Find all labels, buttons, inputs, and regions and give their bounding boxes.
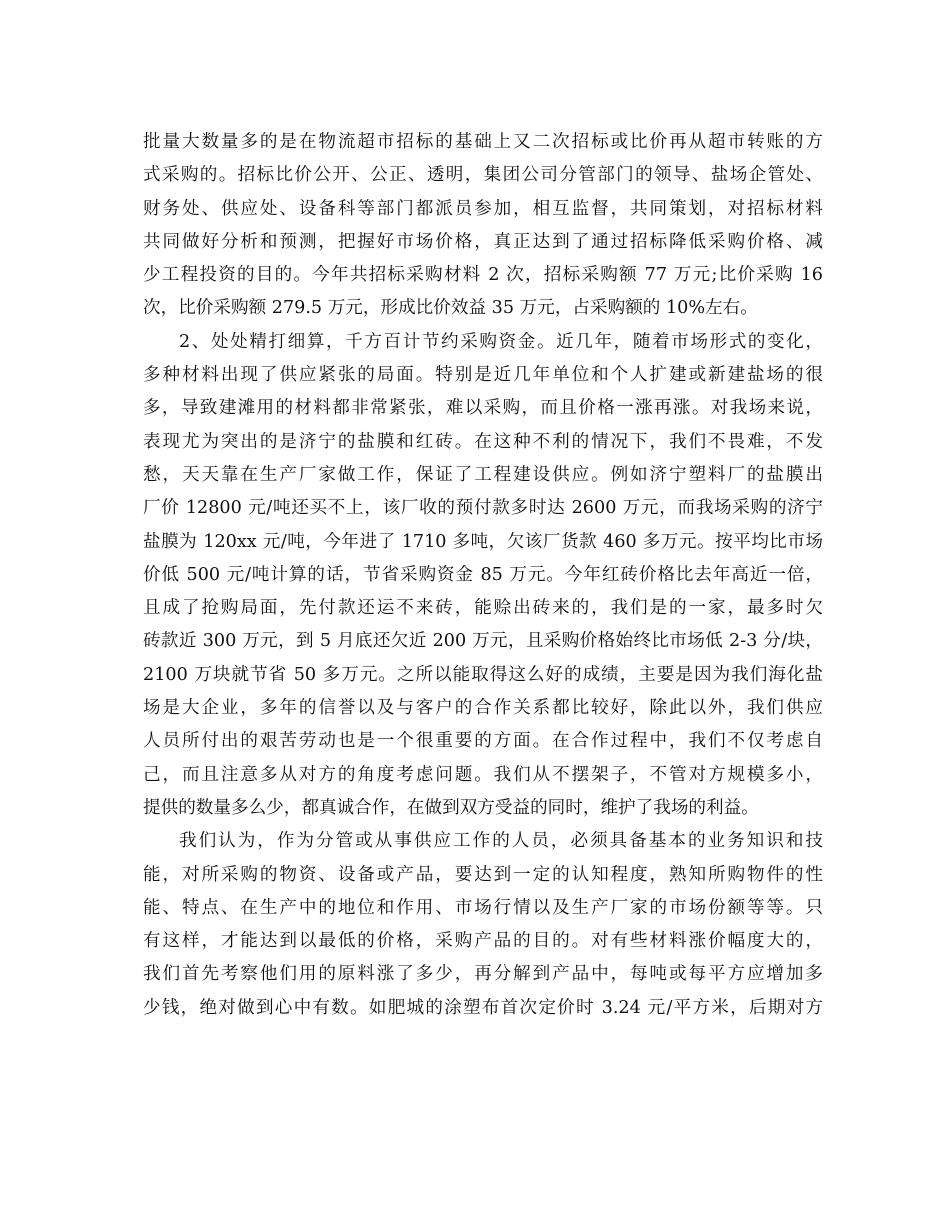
text-line: 有这样，才能达到以最低的价格，采购产品的目的。对有些材料涨价幅度大的，: [143, 931, 823, 952]
text-line: 愁，天天靠在生产厂家做工作，保证了工程建设供应。例如济宁塑料厂的盐膜出: [143, 464, 823, 485]
text-line: 表现尤为突出的是济宁的盐膜和红砖。在这种不利的情况下，我们不畏难，不发: [143, 431, 823, 452]
text-line: 己，而且注意多从对方的角度考虑问题。我们从不摆架子，不管对方规模多小，: [143, 764, 823, 785]
text-line: 多种材料出现了供应紧张的局面。特别是近几年单位和个人扩建或新建盐场的很: [143, 365, 823, 386]
text-line: 多，导致建滩用的材料都非常紧张，难以采购，而且价格一涨再涨。对我场来说，: [143, 398, 823, 419]
text-line: 次，比价采购额 279.5 万元，形成比价效益 35 万元，占采购额的 10%左右。: [143, 298, 758, 319]
paragraph-2: [143, 326, 823, 825]
text-line: 盐膜为 120xx 元/吨，今年进了 1710 多吨，欠该厂货款 460 多万元。按平均比市场: [143, 531, 823, 552]
text-line: 少钱，绝对做到心中有数。如肥城的涂塑布首次定价时 3.24 元/平方米，后期对方: [143, 997, 823, 1018]
paragraph-1: [143, 126, 823, 326]
text-line: 场是大企业，多年的信誉以及与客户的合作关系都比较好，除此以外，我们供应: [143, 698, 823, 719]
document-body: [143, 126, 823, 1025]
text-line: 厂价 12800 元/吨还买不上，该厂收的预付款多时达 2600 万元，而我场采购的济宁: [143, 498, 823, 519]
text-line: 且成了抢购局面，先付款还运不来砖，能赊出砖来的，我们是的一家，最多时欠: [143, 598, 823, 619]
text-line: 财务处、供应处、设备科等部门都派员参加，相互监督，共同策划，对招标材料: [143, 198, 823, 219]
text-line: 价低 500 元/吨计算的话，节省采购资金 85 万元。今年红砖价格比去年高近一倍，: [143, 564, 823, 585]
text-line: 我们首先考察他们用的原料涨了多少，再分解到产品中，每吨或每平方应增加多: [143, 964, 823, 985]
text-line: 少工程投资的目的。今年共招标采购材料 2 次，招标采购额 77 万元;比价采购 16: [143, 265, 823, 286]
text-line: 共同做好分析和预测，把握好市场价格，真正达到了通过招标降低采购价格、减: [143, 231, 823, 252]
text-line: 2100 万块就节省 50 多万元。之所以能取得这么好的成绩，主要是因为我们海化盐: [143, 664, 823, 685]
text-line: 2、处处精打细算，千方百计节约采购资金。近几年，随着市场形式的变化，: [179, 331, 823, 352]
paragraph-3: [143, 825, 823, 1025]
text-line: 批量大数量多的是在物流超市招标的基础上又二次招标或比价再从超市转账的方: [143, 132, 823, 152]
text-line: 砖款近 300 万元，到 5 月底还欠近 200 万元，且采购价格始终比市场低 2-3 分/块，: [143, 631, 823, 652]
text-line: 我们认为，作为分管或从事供应工作的人员，必须具备基本的业务知识和技: [179, 831, 823, 852]
text-line: 提供的数量多么少，都真诚合作，在做到双方受益的同时，维护了我场的利益。: [143, 797, 759, 818]
text-line: 能，对所采购的物资、设备或产品，要达到一定的认知程度，熟知所购物件的性: [143, 864, 823, 885]
text-line: 能、特点、在生产中的地位和作用、市场行情以及生产厂家的市场份额等等。只: [143, 897, 823, 918]
text-line: 人员所付出的艰苦劳动也是一个很重要的方面。在合作过程中，我们不仅考虑自: [143, 731, 823, 752]
text-line: 式采购的。招标比价公开、公正、透明，集团公司分管部门的领导、盐场企管处、: [143, 165, 823, 186]
